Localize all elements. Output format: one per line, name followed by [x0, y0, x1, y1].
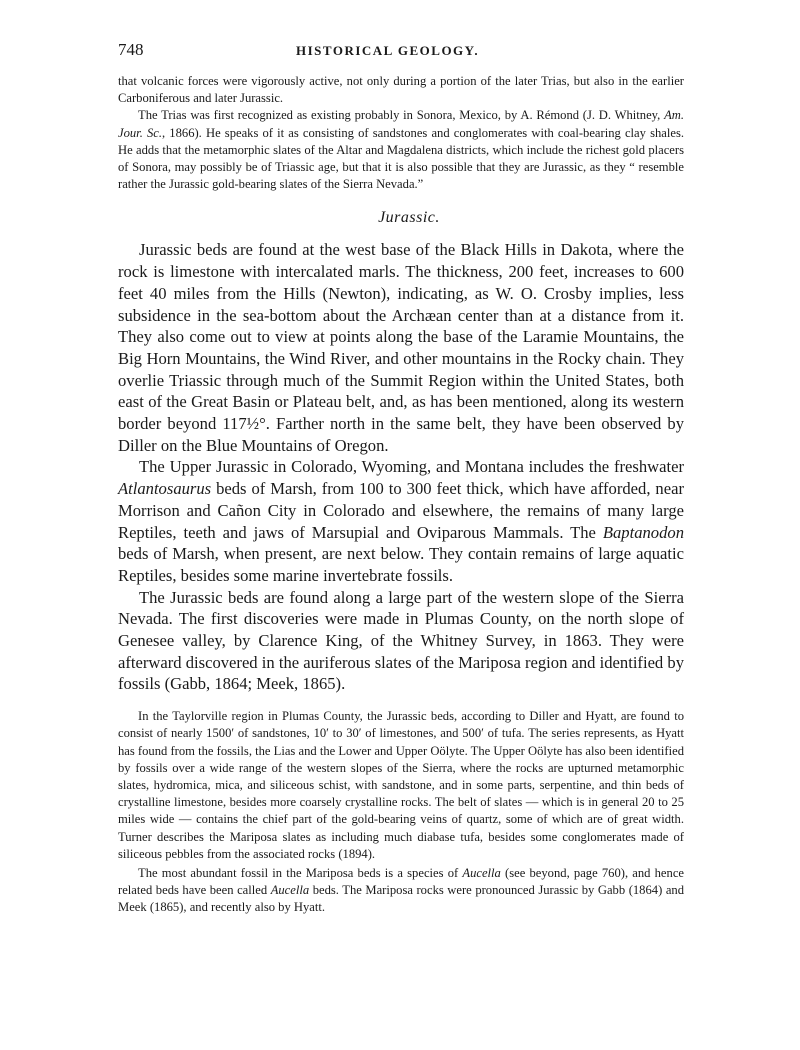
- page-header: [118, 40, 684, 66]
- paragraph-trias-sonora: The Trias was first recognized as existing probably in Sonora, Mexico, by A. Rémond (J. D. Whitney, Am. Jour. Sc., 1866). He speaks of it as consisting of sandstones and conglomerates with coal-bearing clay shales. He adds that the metamorphic slates of the Altar and Magdalena districts, which include the richest gold placers of Sonora, may possibly be of Triassic age, but that it is also possible that they are Jurassic, as they “ resemble rather the Jurassic gold-bearing slates of the Sierra Nevada.”: [118, 108, 684, 192]
- main-text: [118, 239, 684, 695]
- italic-term: Atlantosaurus: [118, 479, 212, 499]
- italic-term: Aucella: [270, 883, 310, 898]
- paragraph-mariposa-fossil: The most abundant fossil in the Mariposa beds is a species of Aucella (see beyond, page 760), and hence related beds have been called Aucella beds. The Mariposa rocks were pronounced Jurassic by Gabb (1864) and Meek (1865), and recently also by Hyatt.: [118, 866, 684, 915]
- paragraph-black-hills: Jurassic beds are found at the west base of the Black Hills in Dakota, where the rock is limestone with intercalated marls. The thickness, 200 feet, increases to 600 feet 40 miles from the Hills (Newton), indicating, as W. O. Crosby implies, less subsidence in the sea-bottom about the Archæan center than at a distance from it. They also come out to view at points along the base of the Laramie Mountains, the Big Horn Mountains, the Wind River, and other mountains in the Rocky chain. They overlie Triassic through much of the Summit Region within the United States, both east of the Great Basin or Plateau belt, and, as has been mentioned, along its western border beyond 117½°. Farther north in the same belt, they have been observed by Diller on the Blue Mountains of Oregon.: [118, 240, 684, 455]
- section-heading: Jurassic.: [378, 209, 440, 227]
- page-number: 748: [118, 40, 144, 59]
- italic-term: Am. Jour. Sc.: [118, 108, 684, 140]
- paragraph-continuation: that volcanic forces were vigorously active, not only during a portion of the later Trias, but also in the earlier Carboniferous and later Jurassic.: [118, 74, 684, 106]
- italic-term: Baptanodon: [602, 522, 684, 542]
- italic-term: Aucella: [462, 866, 501, 881]
- book-page: [118, 40, 684, 917]
- paragraph-sierra-nevada: The Jurassic beds are found along a large part of the western slope of the Sierra Nevada. The first discoveries were made in Plumas County, on the north slope of Genesee valley, by Clarence King, of the Whitney Survey, in 1863. They were afterward discovered in the auriferous slates of the Mariposa region and identified by fossils (Gabb, 1864; Meek, 1865).: [118, 587, 684, 694]
- running-head: HISTORICAL GEOLOGY.: [296, 43, 480, 58]
- top-small-print: [118, 73, 684, 193]
- bottom-small-print: [118, 708, 684, 916]
- paragraph-taylorville: In the Taylorville region in Plumas County, the Jurassic beds, according to Diller and Hyatt, are found to consist of nearly 1500′ of sandstones, 10′ to 30′ of limestones, and 500′ of tufa. The series represents, as Hyatt has found from the fossils, the Lias and the Lower and Upper Oölyte. The Upper Oölyte has also been identified by fossils over a wide range of the western slopes of the Sierra, where the rocks are upturned metamorphic slates, hydromica, mica, and siliceous schist, with sandstone, and in some parts, serpentine, and thin beds of crystalline limestone, besides more coarsely crystalline rocks. The belt of slates — which is in general 20 to 25 miles wide — contains the chief part of the gold-bearing veins of quartz, some of which are of great width. Turner describes the Mariposa slates as including much diabase tufa, besides some conglomerates made of siliceous pebbles from the associated rocks (1894).: [118, 709, 684, 861]
- paragraph-upper-jurassic: The Upper Jurassic in Colorado, Wyoming, and Montana includes the freshwater Atlantosaurus beds of Marsh, from 100 to 300 feet thick, which have afforded, near Morrison and Cañon City in Colorado and elsewhere, the remains of many large Reptiles, teeth and jaws of Marsupial and Oviparous Mammals. The Baptanodon beds of Marsh, when present, are next below. They contain remains of large aquatic Reptiles, besides some marine invertebrate fossils.: [118, 457, 684, 585]
